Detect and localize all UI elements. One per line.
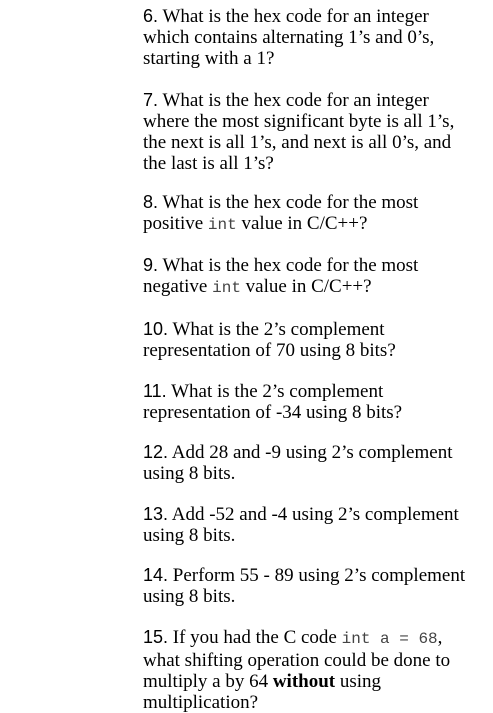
question-text: value in C/C++?: [241, 213, 368, 234]
question-text: What is the 2’s complement representation of 70 using 8 bits?: [143, 319, 396, 361]
question-14: [143, 565, 479, 607]
question-6: [143, 6, 479, 69]
question-text: value in C/C++?: [245, 276, 372, 297]
inline-code: int: [207, 216, 237, 234]
question-number: 11.: [143, 381, 167, 401]
question-7: [143, 90, 479, 174]
question-number: 6.: [143, 6, 159, 26]
question-number: 7.: [143, 90, 159, 110]
question-text: Add -52 and -4 using 2’s complement using 8 bits.: [143, 504, 459, 546]
question-number: 9.: [143, 255, 159, 275]
question-text: What is the hex code for the most positive: [143, 192, 419, 234]
question-text: If you had the C code: [172, 627, 337, 648]
question-number: 10.: [143, 319, 169, 339]
question-text: using multiplication?: [143, 671, 382, 713]
question-text: , what shifting operation could be done to multiply a by 64: [143, 627, 451, 692]
question-number: 14.: [143, 565, 169, 585]
question-number: 8.: [143, 192, 159, 212]
question-10: [143, 319, 479, 361]
inline-code: int a = 68: [341, 630, 438, 648]
question-text: What is the hex code for an integer where the most significant byte is all 1’s, the next is all 1’s, and next is all 0’s, and the last is all 1’s?: [143, 90, 455, 174]
question-text: What is the hex code for an integer which contains alternating 1’s and 0’s, starting with a 1?: [143, 6, 435, 69]
question-text: Add 28 and -9 using 2’s complement using 8 bits.: [143, 442, 453, 484]
inline-code: int: [212, 279, 241, 297]
question-text: What is the 2’s complement representation of -34 using 8 bits?: [143, 381, 403, 423]
question-list: [143, 6, 479, 713]
question-9: [143, 255, 479, 299]
question-text: What is the hex code for the most negative: [143, 255, 419, 297]
question-13: [143, 504, 479, 546]
emphasis-text: without: [272, 671, 336, 692]
question-12: [143, 442, 479, 484]
question-text: Perform 55 - 89 using 2’s complement using 8 bits.: [143, 565, 466, 607]
question-number: 12.: [143, 442, 169, 462]
question-15: [143, 627, 479, 713]
question-8: [143, 192, 479, 236]
question-number: 13.: [143, 504, 169, 524]
question-number: 15.: [143, 627, 169, 647]
question-11: [143, 381, 479, 423]
